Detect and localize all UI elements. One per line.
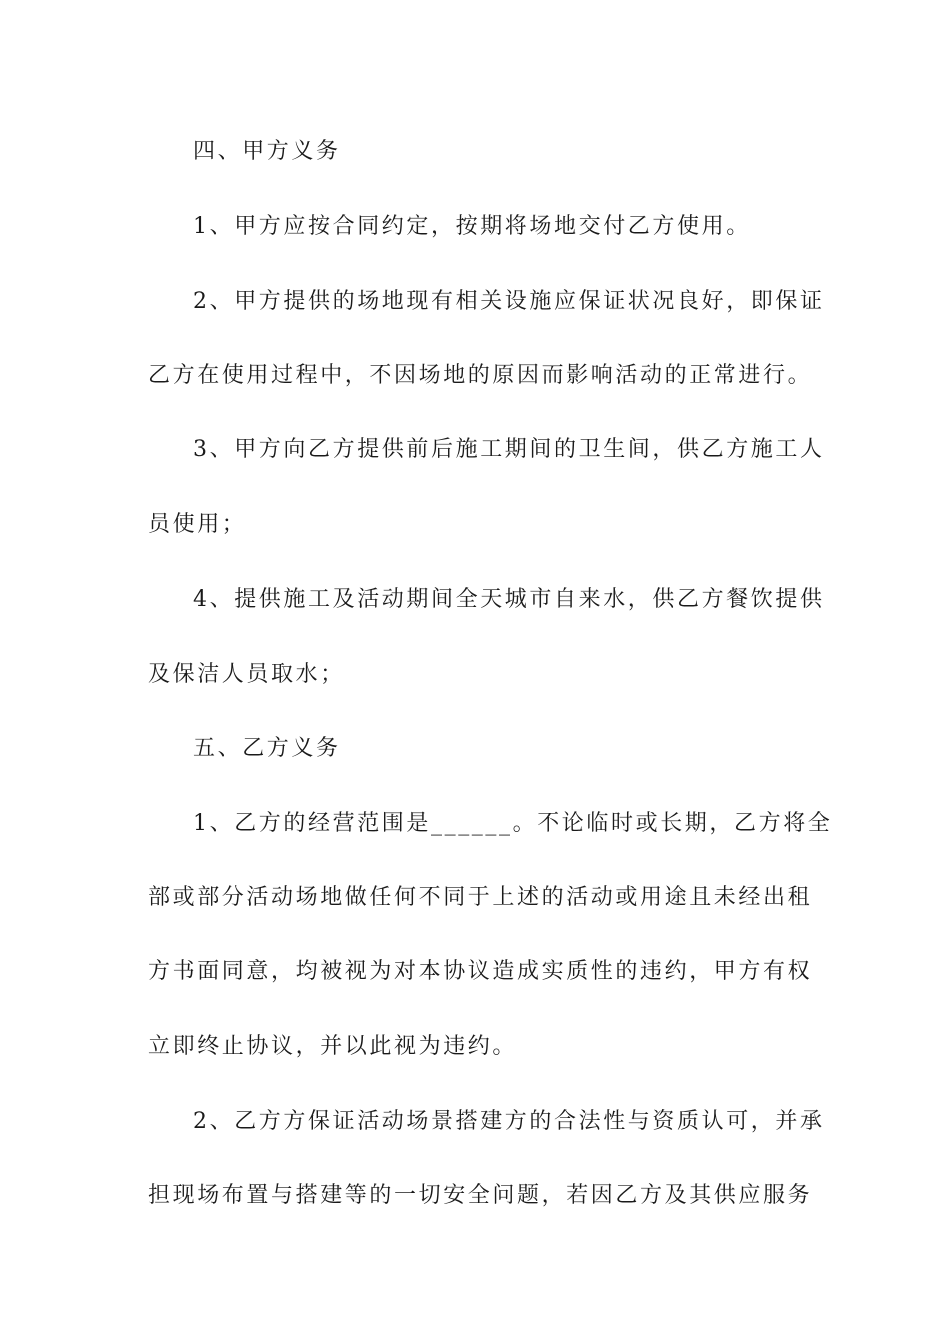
paragraph-line: 1、乙方的经营范围是______。不论临时或长期，乙方将全 [193,811,833,836]
section-heading-party-a-obligations: 四、甲方义务 [193,139,341,164]
paragraph-line: 1、甲方应按合同约定，按期将场地交付乙方使用。 [193,214,751,239]
paragraph-line: 3、甲方向乙方提供前后施工期间的卫生间，供乙方施工人 [193,437,825,462]
paragraph-line: 担现场布置与搭建等的一切安全问题，若因乙方及其供应服务 [148,1183,813,1208]
paragraph-line: 2、甲方提供的场地现有相关设施应保证状况良好，即保证 [193,289,825,314]
paragraph-line: 2、乙方方保证活动场景搭建方的合法性与资质认可，并承 [193,1109,825,1134]
paragraph-line: 立即终止协议，并以此视为违约。 [148,1034,518,1059]
paragraph-line: 员使用； [148,512,247,537]
paragraph-line: 及保洁人员取水； [148,662,345,687]
section-heading-party-b-obligations: 五、乙方义务 [193,736,341,761]
paragraph-line: 4、提供施工及活动期间全天城市自来水，供乙方餐饮提供 [193,587,825,612]
paragraph-line: 乙方在使用过程中，不因场地的原因而影响活动的正常进行。 [148,363,813,388]
paragraph-line: 方书面同意，均被视为对本协议造成实质性的违约，甲方有权 [148,959,813,984]
paragraph-line: 部或部分活动场地做任何不同于上述的活动或用途且未经出租 [148,885,813,910]
